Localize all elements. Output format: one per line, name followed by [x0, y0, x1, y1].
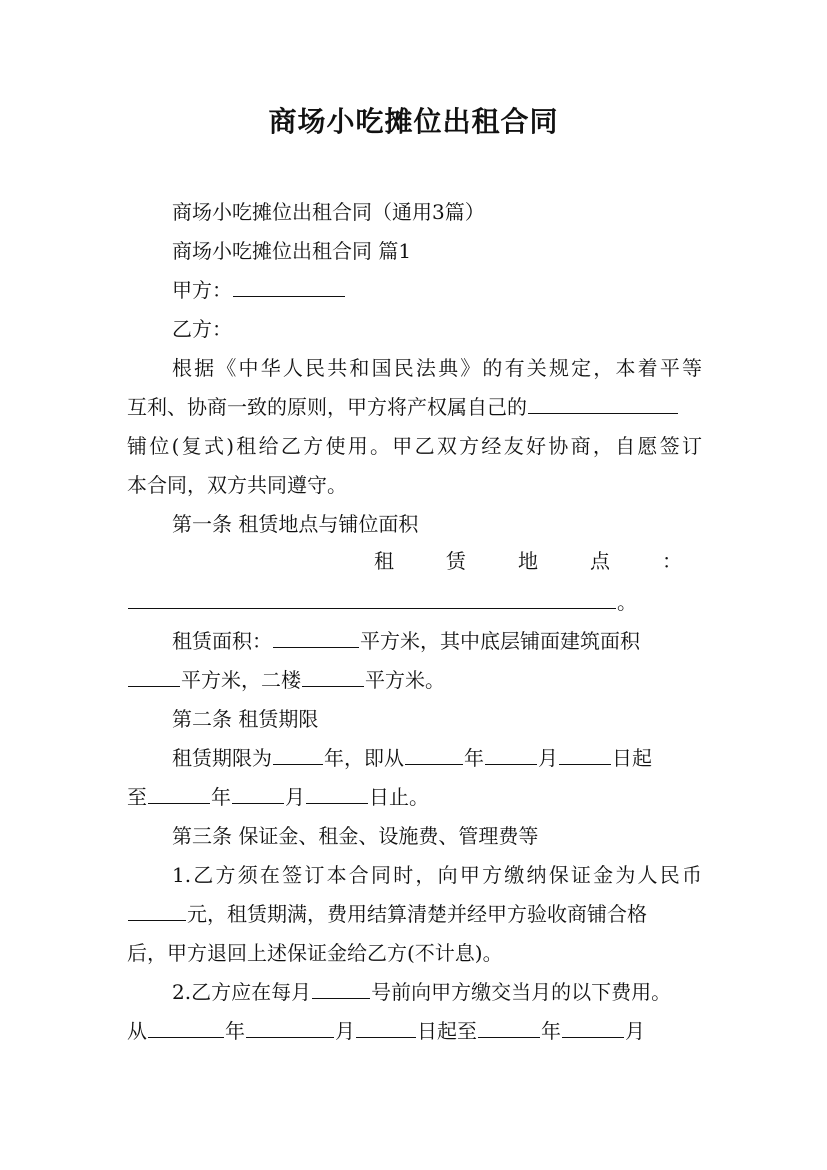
location-line [172, 547, 682, 575]
term-line2: 至 年 月 日止。 [127, 785, 429, 809]
location-char: ： [662, 549, 682, 573]
location-char: 点 [590, 549, 610, 573]
deposit-blank [128, 900, 186, 921]
years-blank [273, 744, 323, 765]
item1-line2: 元，租赁期满，费用结算清楚并经甲方验收商铺合格 [127, 900, 702, 928]
to-year-blank [478, 1017, 540, 1038]
item1-line1: 1.乙方须在签订本合同时，向甲方缴纳保证金为人民币 [172, 863, 702, 887]
start-year-blank [405, 744, 463, 765]
item2-line1: 2.乙方应在每月 号前向甲方缴交当月的以下费用。 [172, 980, 672, 1004]
article-heading: 商场小吃摊位出租合同 篇1 [172, 239, 412, 263]
document-title: 商场小吃摊位出租合同 [268, 105, 559, 138]
from-year-blank [148, 1017, 224, 1038]
para1-line2: 互利、协商一致的原则，甲方将产权属自己的 [127, 393, 702, 421]
party-a-blank [233, 276, 345, 297]
clause2-title: 第二条 租赁期限 [172, 707, 319, 731]
start-day-blank [559, 744, 611, 765]
location-blank-line: 。 [127, 588, 702, 616]
para1-line4: 本合同，双方共同遵守。 [127, 473, 347, 497]
location-char: 赁 [446, 549, 466, 573]
item2-line2: 从 年 月 日起至 年 月 [127, 1019, 645, 1043]
item1-line3: 后，甲方退回上述保证金给乙方(不计息)。 [127, 941, 503, 965]
ground-area-blank [128, 666, 180, 687]
location-char: 地 [518, 549, 538, 573]
location-char: 租 [374, 549, 394, 573]
from-day-blank [356, 1017, 416, 1038]
end-year-blank [148, 783, 210, 804]
location-blank [128, 588, 616, 609]
property-blank [528, 393, 678, 414]
party-a-label: 甲方： [172, 278, 232, 302]
second-floor-blank [302, 666, 364, 687]
area-line1: 租赁面积： 平方米，其中底层铺面建筑面积 [172, 629, 640, 653]
end-day-blank [306, 783, 368, 804]
due-day-blank [312, 978, 370, 999]
start-month-blank [485, 744, 537, 765]
from-month-blank [246, 1017, 334, 1038]
clause1-title: 第一条 租赁地点与铺位面积 [172, 512, 419, 536]
para1-line1: 根据《中华人民共和国民法典》的有关规定，本着平等 [172, 356, 702, 380]
para1-line3: 铺位(复式)租给乙方使用。甲乙双方经友好协商，自愿签订 [127, 434, 702, 458]
party-b-label: 乙方： [172, 317, 232, 341]
clause3-title: 第三条 保证金、租金、设施费、管理费等 [172, 824, 539, 848]
area-blank [273, 627, 359, 648]
subtitle: 商场小吃摊位出租合同（通用3篇） [172, 200, 485, 224]
area-line2: 平方米，二楼 平方米。 [127, 666, 702, 694]
party-a-line [172, 276, 702, 304]
term-line1: 租赁期限为 年，即从 年 月 日起 [172, 746, 652, 770]
end-month-blank [232, 783, 284, 804]
to-month-blank [562, 1017, 624, 1038]
